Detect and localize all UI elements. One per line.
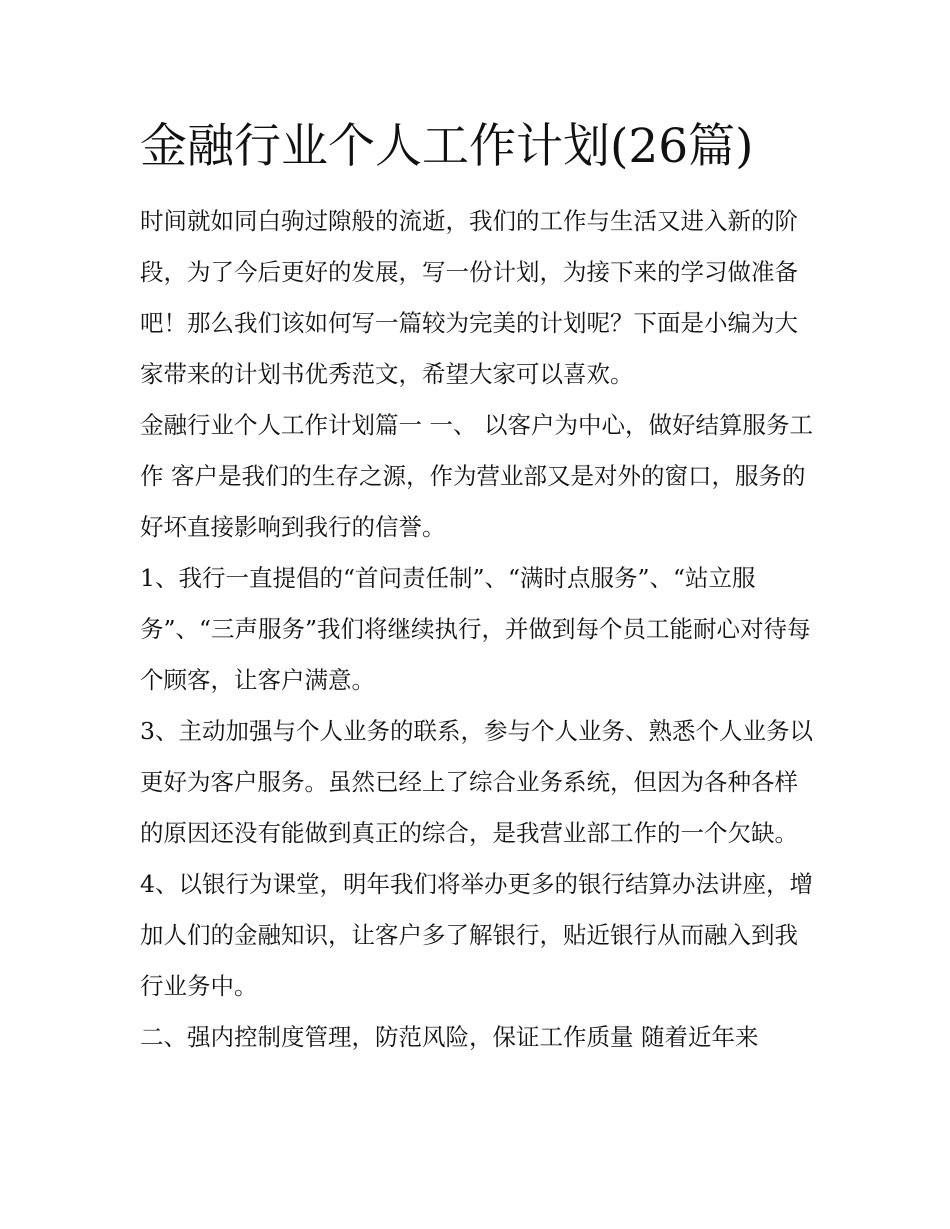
document-body [140,196,820,1063]
document-title: 金融行业个人工作计划(26篇) [140,119,754,174]
paragraph-section-one: 金融行业个人工作计划篇一 一、 以客户为中心，做好结算服务工作 客户是我们的生存之源，作为营业部又是对外的窗口，服务的好坏直接影响到我行的信誉。 [140,411,813,541]
paragraph-item-4: 4、以银行为课堂，明年我们将举办更多的银行结算办法讲座，增加人们的金融知识，让客户多了解银行，贴近银行从而融入到我行业务中。 [140,870,813,1000]
paragraph-item-1: 1、我行一直提倡的“首问责任制”、“满时点服务”、“站立服务”、“三声服务”我们将继续执行，并做到每个员工能耐心对待每个顾客，让客户满意。 [140,564,811,694]
paragraph-item-3: 3、主动加强与个人业务的联系，参与个人业务、熟悉个人业务以更好为客户服务。虽然已经上了综合业务系统，但因为各种各样的原因还没有能做到真正的综合，是我营业部工作的一个欠缺。 [140,717,813,847]
paragraph-section-two: 二、强内控制度管理，防范风险，保证工作质量 随着近年来 [140,1023,759,1051]
paragraph-intro: 时间就如同白驹过隙般的流逝，我们的工作与生活又进入新的阶段，为了今后更好的发展，写一份计划，为接下来的学习做准备吧！那么我们该如何写一篇较为完美的计划呢？下面是小编为大家带来的计划书优秀范文，希望大家可以喜欢。 [140,207,798,388]
